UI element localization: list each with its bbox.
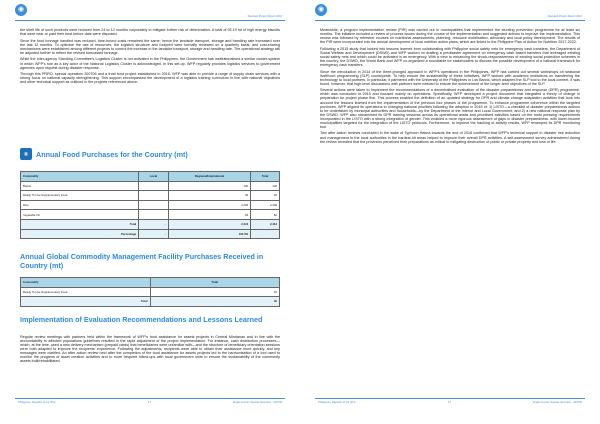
cell: - [139, 229, 169, 239]
cell: 82 [168, 210, 250, 220]
section-evaluation [20, 315, 280, 324]
percentage-row [21, 229, 280, 239]
footer-divider [315, 398, 585, 399]
col-header: Total [251, 172, 280, 182]
col-header: Commodity [21, 172, 139, 182]
cell: Rice [21, 200, 139, 210]
cell: 100 [251, 181, 280, 191]
cell: Ready To Use Supplementary Food [21, 287, 151, 297]
cell: 2,412 [168, 219, 250, 229]
header-divider [315, 20, 585, 21]
section-gcmf [20, 252, 280, 270]
cell: 30 [168, 191, 250, 201]
cell: Ready To Use Supplementary Food [21, 191, 139, 201]
cell [139, 200, 169, 210]
paragraph: Several actions were taken to implement the recommendations of a decentralised evaluation of the disaster preparedness and response (DPR) programme, which was conducted in 2015 and focused mainly on operations. Specifically, WFP developed a project document that integrated a theory of change in preparation for project phase five. This process enabled the definition of an updated strategy for DPR and climate change adaptation activities that took into account the lessons learned from the implementation of the previous four phases of the programme. To enhance programme coherence within the targeted provinces, WFP aligned its operations to changing national priorities following the adoption in 2015 of: 1) LISTO—a checklist of disaster preparedness actions to be undertaken by municipal authorities and households—by the Department of the Interior and Local Government; and 2) a new national response plan by the DSWD. WFP also streamlined its DPR training sessions across its operational areas and prioritised activities based on the most pressing requirements incorporated in the LISTO with a strong integration of gender. This enabled a more rigorous assessment of gaps in disaster preparedness, with lower-income municipalities targeted for the integration of the LISTO protocols. Furthermore, to improve the tracking of activity results, WFP revamped its DPR monitoring tool. [320, 88, 580, 129]
wfp-logo-icon: ◉ [315, 4, 327, 16]
cell: 2,412 [251, 219, 280, 229]
footer-project: Single Country Special Operation - 200706 [232, 401, 282, 404]
cell: - [139, 219, 169, 229]
cell [251, 229, 280, 239]
paragraph: Regular review meetings with partners held within the framework of WFP's food assistance for assets projects in Central Mindanao and in line with the accountability to affected populations guidelines resulted in the rapid adjustment of the project implementation. For instance, cash distribution processes—which, at the time, used a new delivery mechanism (prepaid cards) that beneficiaries were unfamiliar with—and the structure of beneficiary orientation sessions were both adapted to improve the recipients' experience. Following the adjustments, recipients were able to obtain their assistance more quickly, and key messages were clarified. An after action review held after the completion of the food assistance for assets projects led to the harmonisation of a tool used to monitor the progress of asset creation activities and to more frequent follow-ups with local government units to ensure the sustainability of the community assets built/rehabilitated. [20, 335, 280, 364]
section-title: Annual Food Purchases for the Country (mt) [36, 149, 188, 159]
page-right [300, 0, 600, 424]
paragraph: Since the introduction in 2014 of the three-pronged approach in WFP's operations in the Philippines, WFP has carried out several workshops on seasonal livelihood programming (SLP) countrywide. To help ensure the sustainability of these initiatives, WFP worked with academic institutions on transferring the technology to local partners. In particular, it partnered with the University of the Philippines in Los Banos, which adapted the SLP tool to the local context. It was found, however, that high-level discussions with partners were needed to ensure the achievement of the longer-term objectives of the SLP. [320, 69, 580, 86]
cell: 100 [168, 181, 250, 191]
cell [139, 181, 169, 191]
cell: 2,200 [251, 200, 280, 210]
cell: Beans [21, 181, 139, 191]
footer-country: Philippines, Republic of the (PH) [18, 401, 56, 404]
table-row [21, 200, 280, 210]
col-header: Regional/International [168, 172, 250, 182]
col-header: Total [150, 278, 280, 288]
food-purchases-table [20, 171, 280, 239]
total-row [21, 219, 280, 229]
section-title: Implementation of Evaluation Recommendations and Lessons Learned [20, 315, 263, 324]
food-purchase-icon: ▦ [20, 148, 32, 160]
paragraph: While the Inter-agency Standing Committee's Logistics Cluster is not activated in the Philippines, the Government has institutionalised a similar cluster-system in which WFP's role as a key actor of the National Logistics Cluster is acknowledged. In this set-up, WFP regularly provides logistics services to government agencies upon request during disaster response. [20, 57, 280, 70]
page-number: 14 [448, 401, 451, 404]
footer-divider [15, 398, 285, 399]
cell: 30 [251, 191, 280, 201]
paragraph: Meanwhile, a program implementation review (PIR) was carried out in municipalities that implemented the stunting prevention programme for at least six months. The initiative included a review of process issues during the course of the implementation and suggested actions to improve the implementation. This review was followed by refresher courses on nutritional assessments, planning, resource mobilisation, advocacy and local policy development. The results of the PIR were incorporated into the annual development of local nutrition action plans, which are linked to the Philippine Plan of Action for Nutrition 2017-2022. [320, 28, 580, 45]
cell: 40 [150, 287, 280, 297]
page-number: 13 [148, 401, 151, 404]
paragraph: Two after action reviews conducted in the wake of Typhoon Haima towards the end of 2016 confirmed that WFP's technical support in disaster risk reduction and management to the local authorities in the hardest-hit areas helped to improve their overall DPR activities. A self-assessment survey administered during the review revealed that the provinces perceived their preparations as critical to mitigating destruction of public or private property and loss of life. [320, 131, 580, 144]
paragraph: Following a 2015 study that looked into lessons learned from collaborating with Philippine social safety nets for emergency cash transfers, the Department of Social Welfare and Development (DSWD) and WFP worked on drafting a predisaster agreement on emergency cash based transfers that leveraged existing social safety nets and which could be activated in an emergency. With a view to enhancing the shock-responsiveness of existing social protection schemes in the country, the DSWD, the World Bank and WFP co-organized a roundtable for stakeholders to discuss the possible development of a national framework for emergency cash transfers. [320, 46, 580, 67]
cell: Vegetable Oil [21, 210, 139, 220]
cell: 2,200 [168, 200, 250, 210]
col-header: Local [139, 172, 169, 182]
cell [139, 191, 169, 201]
body-text [320, 28, 580, 146]
cell: 40 [150, 297, 280, 307]
cell [139, 210, 169, 220]
cell: 100.0% [168, 229, 250, 239]
cell: Total [21, 297, 151, 307]
section-food-purchases [20, 148, 188, 160]
header-title: Standard Project Report 2016 [247, 15, 282, 18]
header-title: Standard Project Report 2016 [547, 15, 582, 18]
col-header: Commodity [21, 278, 151, 288]
table-row [21, 210, 280, 220]
paragraph: the shelf life of such products were reduced from 24 to 12 months corporately to mitigate further risk of deterioration. A total of 93.19 mt of high energy biscuits that were near or past their best before date were disposed. [20, 28, 280, 37]
header-divider [15, 20, 285, 21]
footer-country: Philippines, Republic of the (PH) [318, 401, 356, 404]
paragraph: Through this PRRO, special operation 200706 and a trust fund project established in 2016, WFP was able to provide a range of supply chain services with a strong focus on national capacity strengthening. This support encompassed the development of a logistics training curriculum in line with national objectives and other technical support as outlined in the projects referenced above. [20, 72, 280, 85]
body-text [20, 28, 280, 87]
cell: 82 [251, 210, 280, 220]
wfp-logo-icon: ◉ [15, 4, 27, 16]
table-row [21, 191, 280, 201]
section-title: Annual Global Commodity Management Facility Purchases Received in Country (mt) [20, 252, 264, 270]
gcmf-table [20, 277, 280, 307]
cell: Percentage [21, 229, 139, 239]
body-text [20, 335, 280, 366]
paragraph: Since the food tonnage handled was reduced, time-bound costs remained the same; hence the landside transport, storage and handling rate increased over the last 12 months. To optimise the use of resources, the logistics structure and footprint were formally reviewed on a quarterly basis, and cost-sharing mechanisms were established among different projects to control the increase in the landside transport, storage and handling rate. The operational strategy will be adjusted further to reflect the revised forecasted tonnage. [20, 38, 280, 55]
total-row [21, 297, 280, 307]
table-row [21, 287, 280, 297]
cell: Total [21, 219, 139, 229]
footer-project: Single Country Special Operation - 200706 [532, 401, 582, 404]
table-row [21, 181, 280, 191]
